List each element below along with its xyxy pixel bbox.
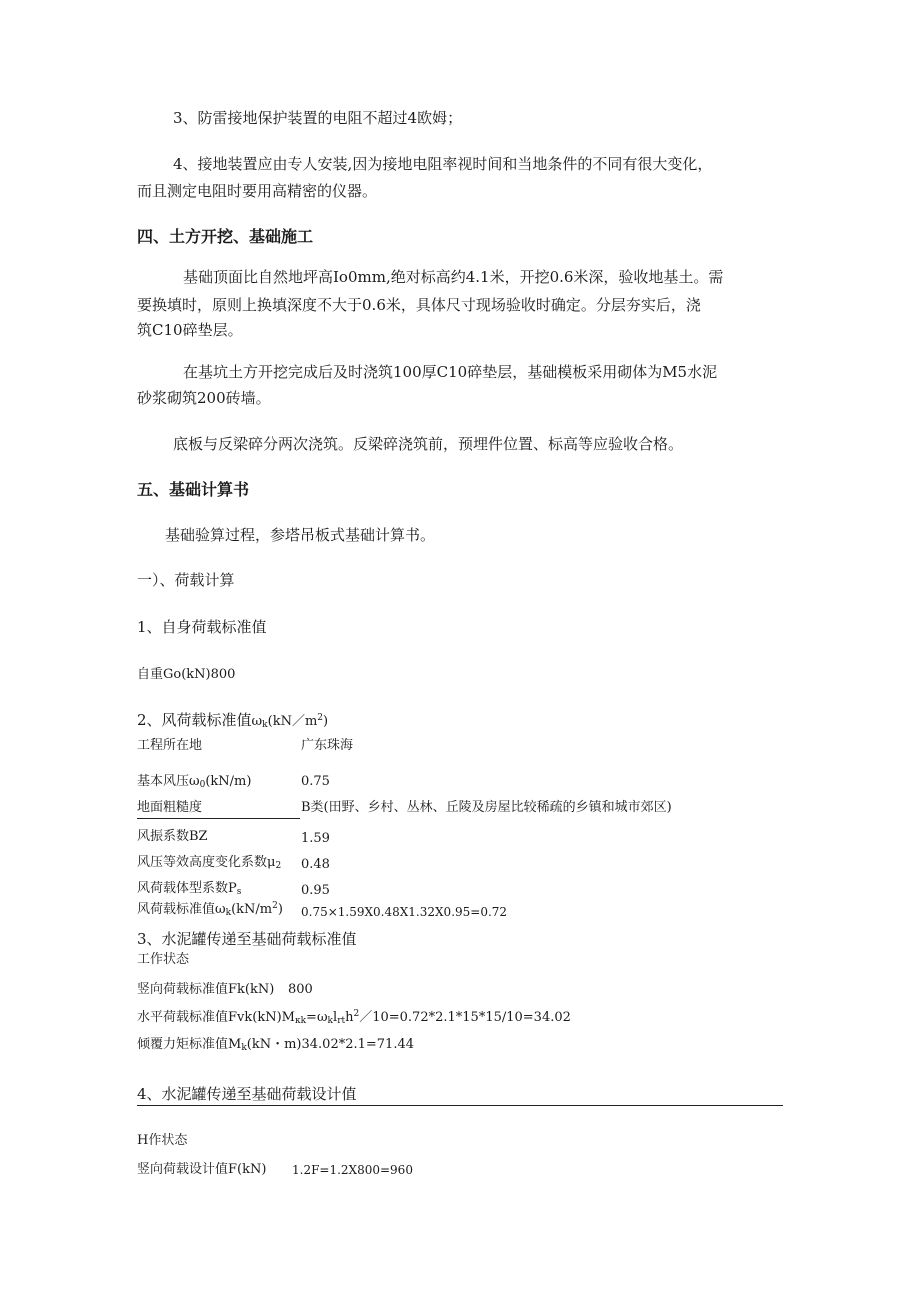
roughness-underline	[137, 818, 300, 819]
s4-paragraph-1-cont: 要换填时，原则上换填深度不大于0.6米，具体尺寸现场验收时确定。分层夯实后，浇	[137, 296, 701, 314]
heading-self-load: 1、自身荷载标准值	[137, 618, 267, 636]
basic-pressure-sub: 0	[199, 780, 206, 790]
horizontal-load-text: 水平荷载标准值Fvk(kN)M	[137, 1010, 295, 1025]
row-value-wind-standard: 0.75×1.59X0.48X1.32X0.95=0.72	[301, 905, 508, 919]
horizontal-load-sup: 2	[353, 1009, 360, 1019]
row-value-height-coeff: 0.48	[301, 857, 330, 872]
wind-unit-close: )	[323, 714, 329, 729]
vertical-load-design-value: 1.2F=1.2X800=960	[292, 1163, 413, 1177]
subsection-load-title: 一）、荷载计算	[137, 571, 235, 589]
basic-pressure-unit: (kN∕m)	[205, 774, 252, 789]
horizontal-load-sub2: k	[327, 1016, 334, 1026]
horizontal-load-formula	[137, 1010, 571, 1026]
row-value-vibration: 1.59	[301, 831, 330, 846]
s4-paragraph-2: 在基坑土方开挖完成后及时浇筑100厚C10碎垫层，基础模板采用砌体为M5水泥	[183, 363, 718, 381]
wind-unit: (kN／m	[267, 714, 318, 729]
heading-design-load: 4、水泥罐传递至基础荷载设计值	[137, 1085, 357, 1103]
overturning-moment	[137, 1038, 414, 1053]
shape-coeff-sub: s	[236, 887, 242, 897]
horizontal-load-sub3: rt	[337, 1016, 346, 1026]
row-label-roughness: 地面粗糙度	[137, 800, 203, 815]
row-label-basic-pressure	[137, 775, 251, 790]
work-state-1: 工作状态	[137, 952, 190, 967]
wind-standard-sup: 2	[272, 901, 278, 911]
wind-standard-unit: (kN∕m	[231, 902, 273, 917]
list-item-4: 4、接地装置应由专人安装,因为接地电阻率视时间和当地条件的不同有很大变化，	[173, 155, 713, 173]
s4-paragraph-2-cont: 砂浆砌筑200砖墙。	[137, 389, 271, 407]
s5-intro: 基础验算过程，参塔吊板式基础计算书。	[165, 526, 436, 544]
row-label-shape-coeff	[137, 882, 241, 897]
horizontal-load-mid: =ω	[306, 1010, 328, 1025]
moment-sub: k	[241, 1043, 247, 1053]
row-value-basic-pressure: 0.75	[301, 774, 330, 789]
s4-paragraph-1-end: 筑C10碎垫层。	[137, 321, 243, 339]
section-4-title: 四、土方开挖、基础施工	[137, 227, 314, 246]
horizontal-load-tail: h	[345, 1010, 354, 1025]
wind-standard-sub: k	[225, 908, 232, 918]
heading-wind-load	[137, 713, 328, 730]
row-label-location: 工程所在地	[137, 738, 203, 753]
vertical-load-design-label: 竖向荷载设计值F(kN)	[137, 1162, 267, 1177]
basic-pressure-text: 基本风压ω	[137, 774, 200, 789]
heading-standard-load: 3、水泥罐传递至基础荷载标准值	[137, 930, 357, 948]
height-coeff-sub: 2	[275, 861, 282, 871]
wind-symbol-sub: k	[262, 720, 268, 730]
vertical-load-std-label: 竖向荷载标准值Fk(kN)	[137, 982, 275, 997]
wind-standard-close: )	[277, 902, 283, 917]
horizontal-load-sub1: κk	[294, 1016, 307, 1026]
moment-rest: (kN・m)34.02*2.1=71.44	[246, 1037, 415, 1052]
work-state-2: H作状态	[137, 1133, 188, 1148]
row-value-roughness: B类(田野、乡村、丛林、丘陵及房屋比较稀疏的乡镇和城市郊区)	[301, 800, 672, 815]
horizontal-load-end: ／10=0.72*2.1*15*15/10=34.02	[359, 1010, 571, 1025]
list-item-3: 3、防雷接地保护装置的电阻不超过4欧姆；	[173, 109, 463, 127]
row-label-wind-standard	[137, 902, 283, 918]
self-weight: 自重Go(kN)800	[137, 667, 236, 682]
design-load-rule	[137, 1105, 783, 1106]
list-item-4-cont: 而且测定电阻时要用高精密的仪器。	[137, 182, 378, 200]
moment-text: 倾覆力矩标准值M	[137, 1037, 242, 1052]
vertical-load-std-value: 800	[288, 982, 313, 997]
wind-unit-sup: 2	[317, 713, 324, 723]
wind-symbol: ω	[251, 714, 263, 729]
wind-standard-text: 风荷载标准值ω	[137, 902, 226, 917]
wind-heading-text: 2、风荷载标准值	[137, 711, 252, 729]
row-label-height-coeff	[137, 856, 281, 871]
section-5-title: 五、基础计算书	[137, 480, 250, 499]
shape-coeff-text: 风荷载体型系数P	[137, 881, 237, 896]
s4-paragraph-3: 底板与反梁碎分两次浇筑。反梁碎浇筑前，预埋件位置、标高等应验收合格。	[173, 435, 684, 453]
row-value-location: 广东珠海	[301, 738, 354, 753]
height-coeff-text: 风压等效高度变化系数μ	[137, 855, 276, 870]
horizontal-load-mid2: l	[333, 1010, 338, 1025]
row-value-shape-coeff: 0.95	[301, 883, 330, 898]
s4-paragraph-1: 基础顶面比自然地坪高Io0mm,绝对标高约4.1米，开挖0.6米深，验收地基土。需	[183, 268, 724, 286]
row-label-vibration: 风振系数BZ	[137, 829, 208, 844]
